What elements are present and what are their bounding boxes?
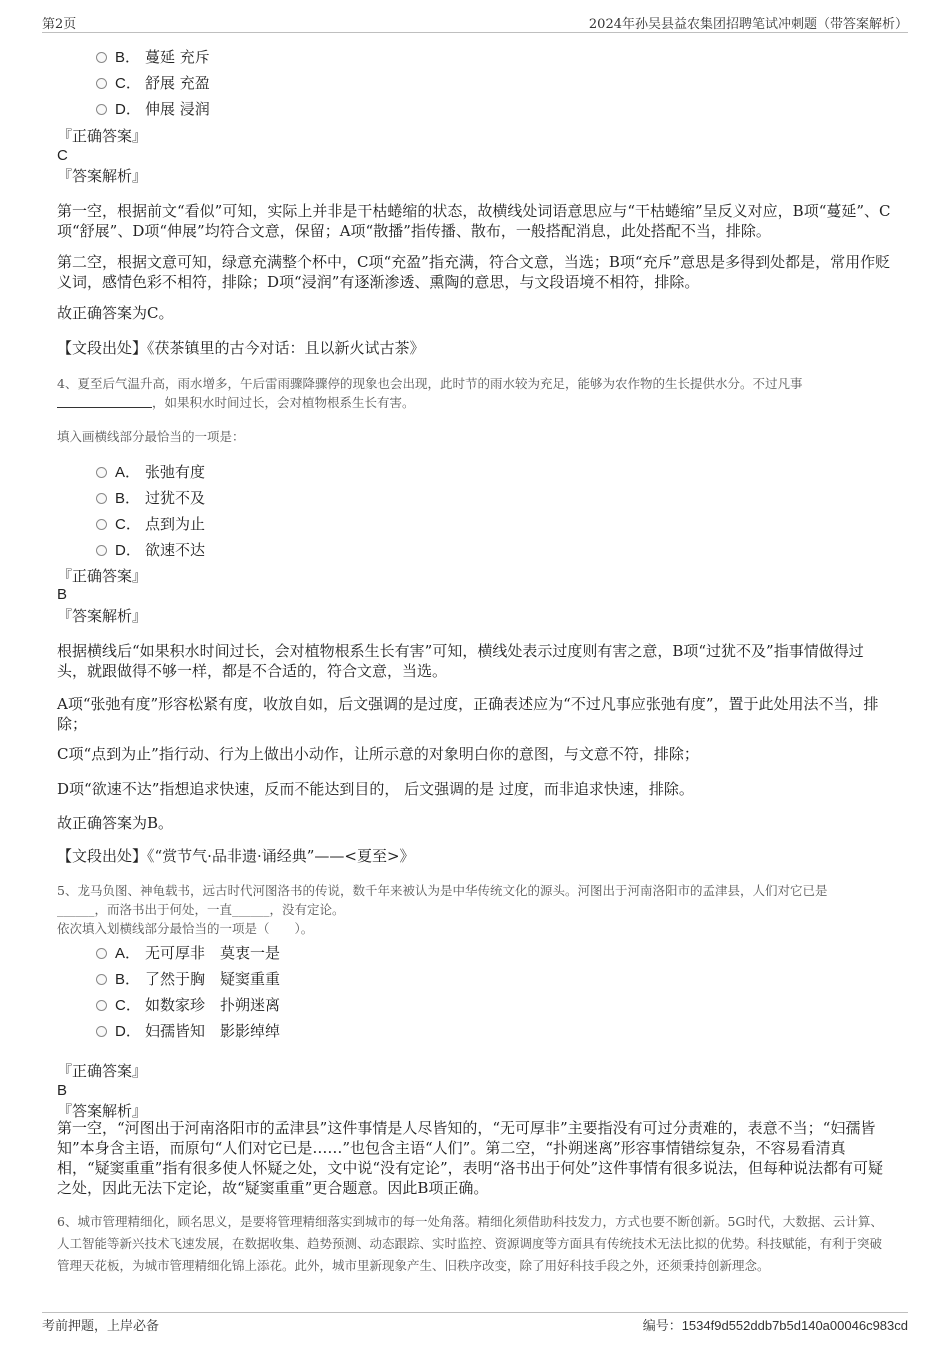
page-header bbox=[42, 10, 908, 33]
q4-answer-label: 『正确答案』 bbox=[57, 567, 148, 585]
radio-icon[interactable] bbox=[96, 974, 107, 985]
answer-blank bbox=[57, 395, 152, 408]
q3-answer: C bbox=[57, 147, 68, 164]
radio-icon[interactable] bbox=[96, 493, 107, 504]
page-footer bbox=[42, 1312, 908, 1334]
q4-answer: B bbox=[57, 586, 68, 603]
q4-analysis-p3: C项“点到为止”指行动、行为上做出小动作，让所示意的对象明白你的意图，与文意不符，排除； bbox=[57, 745, 699, 763]
radio-icon[interactable] bbox=[96, 545, 107, 556]
footer-slogan: 考前押题，上岸必备 bbox=[42, 1319, 160, 1334]
q5-option-b[interactable]: B． 了然于胸 疑窦重重 bbox=[96, 969, 280, 990]
q4-option-b[interactable]: B． 过犹不及 bbox=[96, 488, 205, 509]
q4-analysis-p4: D项“欲速不达”指想追求快速，反而不能达到目的， 后文强调的是 过度，而非追求快速，排除。 bbox=[57, 780, 694, 798]
q6-stem: 6、城市管理精细化，顾名思义，是要将管理精细落实到城市的每一处角落。精细化须借助科技发力，方式也要不断创新。5G时代，大数据、云计算、人工智能等新兴技术飞速发展，在数据收集、趋势预测、动态跟踪、实时监控、资源调度等方面具有传统技术无法比拟的优势。科技赋能，有利于突破管理天花板，为城市管理精细化锦上添花。此外，城市里新现象产生、旧秩序改变，除了用好科技手段之外，还须秉持创新理念。 bbox=[57, 1214, 883, 1273]
page-number: 第2页 bbox=[42, 17, 77, 32]
radio-icon[interactable] bbox=[96, 78, 107, 89]
document-title: 2024年孙吴县益农集团招聘笔试冲刺题（带答案解析） bbox=[588, 17, 908, 32]
q5-option-c[interactable]: C． 如数家珍 扑朔迷离 bbox=[96, 995, 280, 1016]
q3-option-b[interactable]: B． 蔓延 充斥 bbox=[96, 47, 210, 68]
q4-analysis-p2: A项“张弛有度”形容松紧有度，收放自如，后文强调的是过度，正确表述应为“不过凡事应张弛有度”，置于此处用法不当，排除； bbox=[57, 695, 879, 733]
q3-analysis-p2: 第二空，根据文意可知，绿意充满整个杯中，C项“充盈”指充满，符合文意，当选；B项“充斥”意思是多得到处都是，常用作贬义词，感情色彩不相符，排除；D项“浸润”有逐渐渗透、熏陶的意思，与文段语境不相符，排除。 bbox=[57, 253, 891, 291]
q4-source: 【文段出处】《“赏节气·品非遗·诵经典”——<夏至>》 bbox=[57, 847, 415, 865]
q4-option-d[interactable]: D． 欲速不达 bbox=[96, 540, 205, 561]
q3-analysis-p1: 第一空，根据前文“看似”可知，实际上并非是干枯蜷缩的状态，故横线处词语意思应与“干枯蜷缩”呈反义对应，B项“蔓延”、C项“舒展”、D项“伸展”均符合文意，保留；A项“散播”指传播、散布，一般搭配消息，此处搭配不当，排除。 bbox=[57, 202, 891, 240]
q4-option-c[interactable]: C． 点到为止 bbox=[96, 514, 205, 535]
radio-icon[interactable] bbox=[96, 948, 107, 959]
radio-icon[interactable] bbox=[96, 1026, 107, 1037]
q5-stem: 5、龙马负图、神龟载书，远古时代河图洛书的传说，数千年来被认为是中华传统文化的源头。河图出于河南洛阳市的孟津县，人们对它已是 ______，而洛书出于何处，一直______，没有定论。 依次填入划横线部分最恰当的一项是（ ）。 bbox=[57, 883, 828, 936]
radio-icon[interactable] bbox=[96, 52, 107, 63]
q5-analysis-label: 『答案解析』 bbox=[57, 1102, 148, 1120]
q5-answer-label: 『正确答案』 bbox=[57, 1062, 148, 1080]
q3-source: 【文段出处】《茯茶镇里的古今对话：且以新火试古茶》 bbox=[57, 339, 425, 357]
q4-analysis-p5: 故正确答案为B。 bbox=[57, 814, 174, 832]
q4-analysis-p1: 根据横线后“如果积水时间过长，会对植物根系生长有害”可知，横线处表示过度则有害之意，B项“过犹不及”指事情做得过头，就跟做得不够一样，都是不合适的，符合文意，当选。 bbox=[57, 642, 864, 680]
q3-answer-label: 『正确答案』 bbox=[57, 127, 148, 145]
q5-answer: B bbox=[57, 1082, 68, 1099]
q3-option-d[interactable]: D． 伸展 浸润 bbox=[96, 99, 210, 120]
radio-icon[interactable] bbox=[96, 104, 107, 115]
q4-prompt: 填入画横线部分最恰当的一项是： bbox=[57, 429, 245, 444]
q5-option-a[interactable]: A． 无可厚非 莫衷一是 bbox=[96, 943, 280, 964]
q4-option-a[interactable]: A． 张弛有度 bbox=[96, 462, 205, 483]
q3-option-c[interactable]: C． 舒展 充盈 bbox=[96, 73, 210, 94]
radio-icon[interactable] bbox=[96, 1000, 107, 1011]
radio-icon[interactable] bbox=[96, 519, 107, 530]
q3-analysis-label: 『答案解析』 bbox=[57, 167, 148, 185]
q3-analysis-p3: 故正确答案为C。 bbox=[57, 304, 174, 322]
document-code: 编号：1534f9d552ddb7b5d140a00046c983cd bbox=[642, 1318, 908, 1333]
q5-analysis: 第一空，“河图出于河南洛阳市的孟津县”这件事情是人尽皆知的，“无可厚非”主要指没有可过分责难的，表意不当；“妇孺皆知”本身含主语，而原句“人们对它已是……”也包含主语“人们”。第二空，“扑朔迷离”形容事情错综复杂，不容易看清真相，“疑窦重重”指有很多使人怀疑之处，文中说“没有定论”，表明“洛书出于何处”这件事情有很多说法，但每种说法都有可疑之处，因此无法下定论，故“疑窦重重”更合题意。因此B项正确。 bbox=[57, 1119, 884, 1197]
q4-stem: 4、夏至后气温升高，雨水增多，午后雷雨骤降骤停的现象也会出现，此时节的雨水较为充足，能够为农作物的生长提供水分。不过凡事 ，如果积水时间过长，会对植物根系生长有害。 bbox=[57, 376, 803, 410]
q5-option-d[interactable]: D． 妇孺皆知 影影绰绰 bbox=[96, 1021, 280, 1042]
q4-analysis-label: 『答案解析』 bbox=[57, 607, 148, 625]
radio-icon[interactable] bbox=[96, 467, 107, 478]
